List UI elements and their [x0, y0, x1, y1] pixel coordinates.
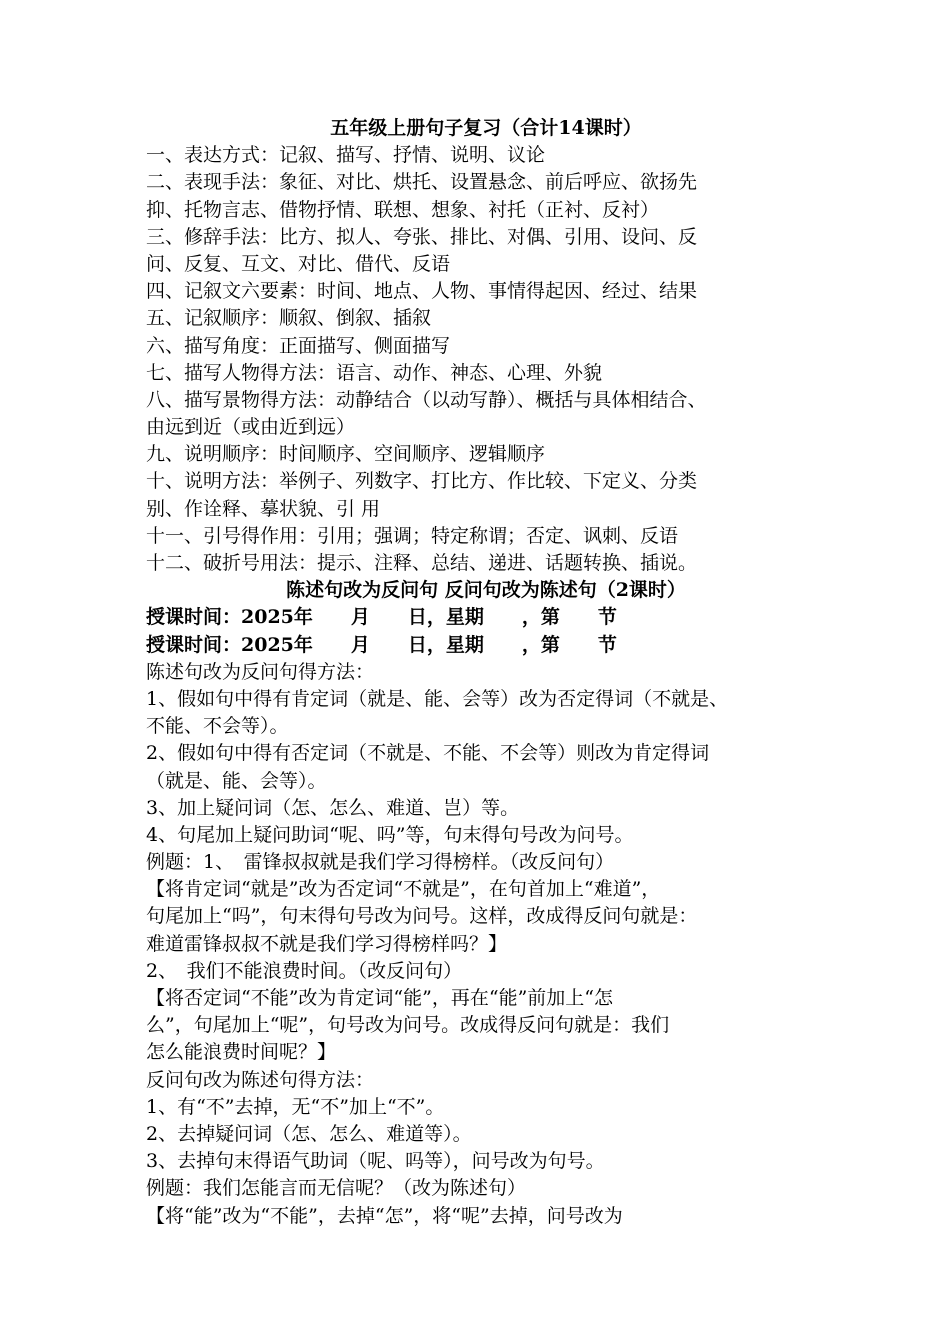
- text-line: 不能、不会等）。: [146, 715, 289, 738]
- text-line: 句尾加上“吗”，句末得句号改为问号。这样，改成得反问句就是：: [146, 905, 698, 928]
- text-line: 九、说明顺序：时间顺序、空间顺序、逻辑顺序: [146, 443, 546, 466]
- schedule-line: 授课时间：2025年 月 日，星期 ，第 节: [146, 633, 617, 656]
- text-line: 2、去掉疑问词（怎、怎么、难道等）。: [146, 1122, 472, 1145]
- schedule-line: 授课时间：2025年 月 日，星期 ，第 节: [146, 606, 617, 629]
- text-line: 由远到近（或由近到远）: [146, 416, 356, 439]
- document-title: 五年级上册句子复习（合计14课时）: [330, 117, 642, 139]
- text-line: 4、句尾加上疑问助词“呢、吗”等，句末得句号改为问号。: [146, 823, 634, 846]
- text-line: 反问句改为陈述句得方法：: [146, 1068, 375, 1091]
- text-line: 3、去掉句末得语气助词（呢、吗等），问号改为句号。: [146, 1150, 605, 1173]
- text-line: 五、记叙顺序：顺叙、倒叙、插叙: [146, 307, 432, 330]
- text-line: 2、假如句中得有否定词（不就是、不能、不会等）则改为肯定得词: [146, 742, 710, 765]
- text-line: 【将“能”改为“不能”，去掉“怎”，将“呢”去掉，问号改为: [146, 1204, 623, 1227]
- text-line: 怎么能浪费时间呢？】: [146, 1041, 337, 1064]
- document-page: [146, 115, 826, 1230]
- text-line: 十一、引号得作用：引用；强调；特定称谓；否定、讽刺、反语: [146, 524, 679, 547]
- text-line: 六、描写角度：正面描写、侧面描写: [146, 334, 451, 357]
- text-line: 陈述句改为反问句得方法：: [146, 660, 375, 683]
- text-line: 别、作诠释、摹状貌、引 用: [146, 497, 381, 520]
- text-line: 十二、破折号用法：提示、注释、总结、递进、话题转换、插说。: [146, 552, 698, 574]
- text-line: （就是、能、会等）。: [146, 769, 327, 792]
- text-line: 二、表现手法：象征、对比、烘托、设置悬念、前后呼应、欲扬先: [146, 171, 698, 194]
- terminology-list: [146, 142, 826, 577]
- section-title: 陈述句改为反问句 反问句改为陈述句（2课时）: [286, 579, 686, 602]
- text-line: 问、反复、互文、对比、借代、反语: [146, 252, 451, 275]
- text-line: 3、加上疑问词（怎、怎么、难道、岂）等。: [146, 796, 520, 819]
- text-line: 1、假如句中得有肯定词（就是、能、会等）改为否定得词（不就是、: [146, 687, 729, 710]
- text-line: 【将否定词“不能”改为肯定词“能”，再在“能”前加上“怎: [146, 987, 613, 1009]
- text-line: 一、表达方式：记叙、描写、抒情、说明、议论: [146, 144, 546, 167]
- text-line: 抑、托物言志、借物抒情、联想、想象、衬托（正衬、反衬）: [146, 198, 660, 221]
- text-line: 【将肯定词“就是”改为否定词“不就是”，在句首加上“难道”，: [146, 878, 661, 901]
- text-line: 八、描写景物得方法：动静结合（以动写静）、概括与具体相结合、: [146, 388, 707, 411]
- text-line: 三、修辞手法：比方、拟人、夸张、排比、对偶、引用、设问、反: [146, 225, 698, 248]
- text-line: 例题：1、 雷锋叔叔就是我们学习得榜样。（改反问句）: [146, 851, 615, 874]
- text-line: 难道雷锋叔叔不就是我们学习得榜样吗？】: [146, 932, 508, 955]
- text-line: 1、有“不”去掉，无“不”加上“不”。: [146, 1095, 445, 1118]
- text-line: 2、 我们不能浪费时间。（改反问句）: [146, 959, 463, 982]
- lesson-content: [146, 659, 826, 1230]
- text-line: 例题：我们怎能言而无信呢？（改为陈述句）: [146, 1177, 527, 1200]
- text-line: 么”，句尾加上“呢”，句号改为问号。改成得反问句就是：我们: [146, 1014, 670, 1037]
- text-line: 四、记叙文六要素：时间、地点、人物、事情得起因、经过、结果: [146, 280, 698, 303]
- text-line: 十、说明方法：举例子、列数字、打比方、作比较、下定义、分类: [146, 470, 698, 493]
- text-line: 七、描写人物得方法：语言、动作、神态、心理、外貌: [146, 361, 603, 384]
